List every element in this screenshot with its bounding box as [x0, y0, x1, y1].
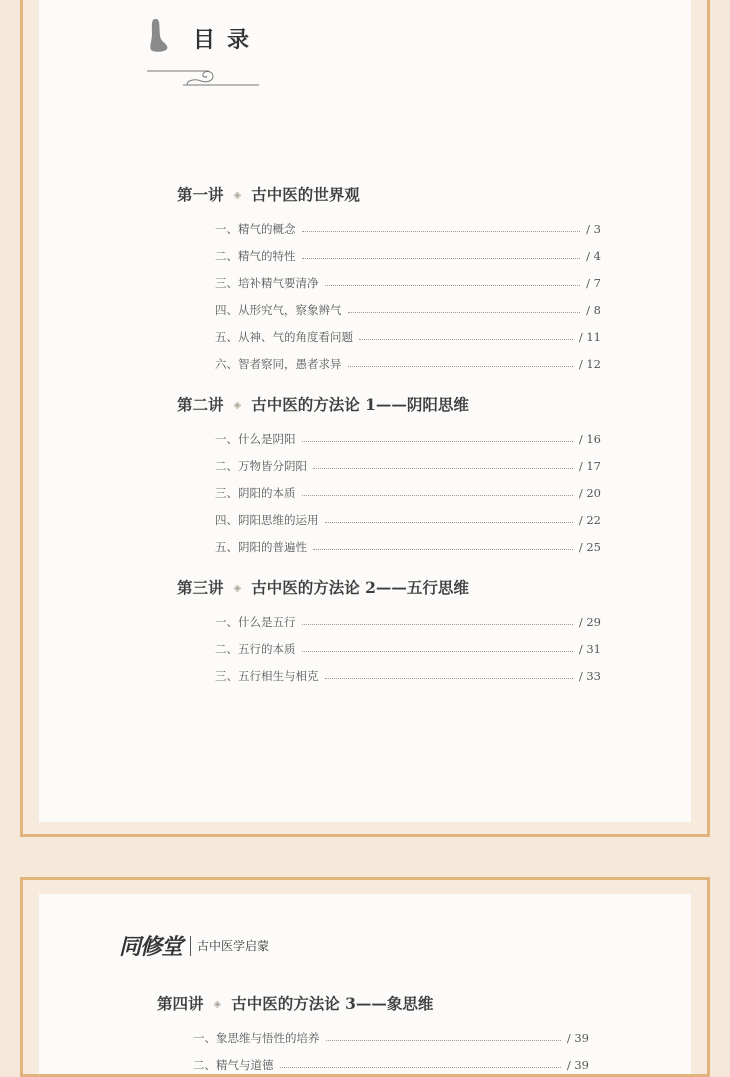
brand-divider — [190, 936, 191, 956]
entry-page: / 22 — [578, 513, 601, 527]
dot-leader — [325, 522, 573, 523]
chapter-number: 第三讲 — [177, 578, 224, 597]
chapter-title: 古中医的世界观 — [251, 185, 360, 204]
page-paper — [39, 0, 691, 822]
page-paper — [39, 894, 691, 1074]
entry-page: / 39 — [566, 1058, 589, 1072]
brand-logo: 同修堂 — [119, 934, 183, 960]
toc-entry[interactable] — [215, 248, 601, 264]
entry-page: / 25 — [578, 540, 601, 554]
dot-leader — [348, 312, 581, 313]
toc-header — [147, 13, 267, 93]
entry-label: 一、什么是五行 — [215, 615, 296, 629]
toc-entry[interactable] — [215, 512, 601, 528]
dot-leader — [302, 441, 573, 442]
toc-entry[interactable] — [215, 539, 601, 555]
entry-page: / 12 — [578, 357, 601, 371]
dot-leader — [302, 624, 573, 625]
toc-entry[interactable] — [215, 614, 601, 630]
dot-leader — [302, 651, 573, 652]
entry-label: 五、阴阳的普遍性 — [215, 540, 307, 554]
series-name: 古中医学启蒙 — [197, 939, 270, 953]
entry-label: 一、象思维与悟性的培养 — [193, 1031, 320, 1045]
dot-leader — [326, 1040, 561, 1041]
chapter-title: 古中医的方法论 1——阴阳思维 — [251, 395, 469, 414]
separator-icon: ◈ — [233, 400, 242, 411]
chapter-3-heading[interactable] — [177, 576, 469, 598]
toc-entry[interactable] — [215, 668, 601, 684]
dot-leader — [313, 549, 573, 550]
toc-entry[interactable] — [215, 356, 601, 372]
separator-icon: ◈ — [233, 190, 242, 201]
chapter-number: 第一讲 — [177, 185, 224, 204]
brand-header — [119, 930, 269, 961]
dot-leader — [302, 258, 581, 259]
toc-page-1 — [20, 0, 710, 837]
dot-leader — [302, 231, 581, 232]
toc-entry[interactable] — [215, 431, 601, 447]
page-title: 目录 — [193, 27, 262, 53]
entry-label: 四、从形究气，察象辨气 — [215, 303, 342, 317]
brush-stroke-icon — [147, 17, 171, 53]
dot-leader — [313, 468, 573, 469]
toc-entry[interactable] — [215, 329, 601, 345]
entry-page: / 8 — [586, 303, 601, 317]
chapter-title: 古中医的方法论 2——五行思维 — [251, 578, 469, 597]
entry-label: 二、精气与道德 — [193, 1058, 274, 1072]
toc-entry[interactable] — [215, 485, 601, 501]
entry-label: 三、阴阳的本质 — [215, 486, 296, 500]
entry-page: / 31 — [578, 642, 601, 656]
dot-leader — [359, 339, 573, 340]
dot-leader — [280, 1067, 561, 1068]
toc-entry[interactable] — [193, 1030, 589, 1046]
entry-label: 二、精气的特性 — [215, 249, 296, 263]
entry-page: / 7 — [586, 276, 601, 290]
separator-icon: ◈ — [213, 999, 222, 1010]
dot-leader — [325, 285, 581, 286]
toc-entry[interactable] — [215, 275, 601, 291]
toc-entry[interactable] — [215, 302, 601, 318]
entry-page: / 20 — [578, 486, 601, 500]
entry-page: / 29 — [578, 615, 601, 629]
chapter-title: 古中医的方法论 3——象思维 — [231, 994, 434, 1013]
separator-icon: ◈ — [233, 583, 242, 594]
entry-label: 四、阴阳思维的运用 — [215, 513, 319, 527]
entry-label: 一、精气的概念 — [215, 222, 296, 236]
dot-leader — [348, 366, 573, 367]
entry-page: / 3 — [586, 222, 601, 236]
dot-leader — [325, 678, 573, 679]
entry-label: 三、五行相生与相克 — [215, 669, 319, 683]
toc-entry[interactable] — [215, 458, 601, 474]
entry-label: 五、从神、气的角度看问题 — [215, 330, 353, 344]
entry-label: 三、培补精气要清净 — [215, 276, 319, 290]
entry-page: / 11 — [578, 330, 601, 344]
chapter-number: 第四讲 — [157, 994, 204, 1013]
entry-page: / 4 — [586, 249, 601, 263]
cloud-divider-icon — [147, 65, 259, 89]
entry-label: 二、万物皆分阴阳 — [215, 459, 307, 473]
entry-page: / 39 — [566, 1031, 589, 1045]
dot-leader — [302, 495, 573, 496]
toc-page-2 — [20, 877, 710, 1077]
toc-entry[interactable] — [215, 221, 601, 237]
entry-page: / 17 — [578, 459, 601, 473]
entry-label: 一、什么是阴阳 — [215, 432, 296, 446]
entry-label: 二、五行的本质 — [215, 642, 296, 656]
chapter-2-heading[interactable] — [177, 393, 469, 415]
entry-label: 六、智者察同，愚者求异 — [215, 357, 342, 371]
chapter-4-heading[interactable] — [157, 992, 433, 1014]
toc-entry[interactable] — [215, 641, 601, 657]
chapter-1-heading[interactable] — [177, 183, 360, 205]
chapter-number: 第二讲 — [177, 395, 224, 414]
entry-page: / 16 — [578, 432, 601, 446]
entry-page: / 33 — [578, 669, 601, 683]
